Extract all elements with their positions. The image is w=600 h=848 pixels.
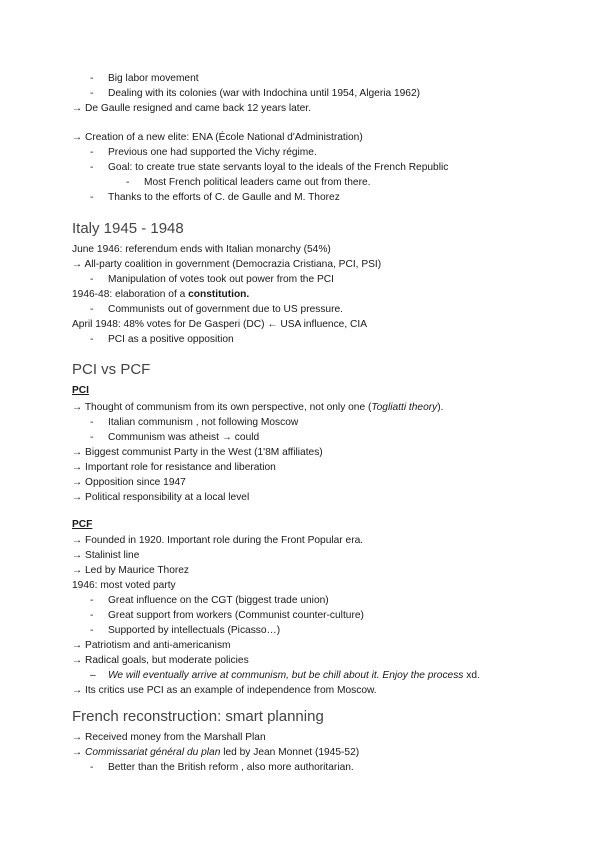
list-item bbox=[0, 608, 540, 623]
list-item bbox=[0, 668, 540, 683]
section-heading-reconstruction: French reconstruction: smart planning bbox=[72, 708, 324, 725]
section-heading-pci-vs-pcf: PCI vs PCF bbox=[72, 361, 151, 378]
list-item bbox=[0, 86, 540, 101]
text-line bbox=[0, 533, 540, 548]
line-text: → De Gaulle resigned and came back 12 years later. bbox=[72, 103, 311, 114]
line-text: 1946: most voted party bbox=[72, 580, 176, 591]
bullet-dash: - bbox=[90, 147, 94, 158]
line-text: → Received money from the Marshall Plan bbox=[72, 732, 266, 743]
line-text-part: ). bbox=[437, 402, 444, 413]
text-line bbox=[0, 548, 540, 563]
line-text-part: → Thought of communism from its own perspective, not only one ( bbox=[72, 402, 372, 413]
list-item bbox=[0, 272, 540, 287]
text-line bbox=[0, 317, 540, 332]
line-text: June 1946: referendum ends with Italian monarchy (54%) bbox=[72, 244, 331, 255]
text-line bbox=[0, 257, 540, 272]
line-text: → Stalinist line bbox=[72, 550, 140, 561]
text-line bbox=[0, 490, 540, 505]
line-text: → Led by Maurice Thorez bbox=[72, 565, 190, 576]
text-line bbox=[0, 578, 540, 593]
list-item-text: Better than the British reform , also more authoritarian. bbox=[108, 762, 354, 773]
subheading-pci bbox=[0, 383, 540, 398]
bullet-dash: - bbox=[90, 625, 94, 636]
text-line bbox=[0, 683, 540, 698]
list-item-text: Communism was atheist → could bbox=[108, 432, 260, 443]
list-item bbox=[0, 415, 540, 430]
bullet-dash: - bbox=[90, 162, 94, 173]
line-text: → Important role for resistance and liberation bbox=[72, 462, 276, 473]
text-line bbox=[0, 638, 540, 653]
line-text: → Patriotism and anti-americanism bbox=[72, 640, 231, 651]
line-text: → Biggest communist Party in the West (1'8M affiliates) bbox=[72, 447, 323, 458]
italic-term: Togliatti theory bbox=[371, 402, 438, 413]
line-text-part: led by Jean Monnet (1945-52) bbox=[220, 747, 360, 758]
italic-term: Commissariat général du plan bbox=[85, 747, 221, 758]
text-line bbox=[0, 460, 540, 475]
line-text bbox=[72, 400, 443, 415]
list-item-text: Big labor movement bbox=[108, 73, 199, 84]
list-item bbox=[0, 71, 540, 86]
bullet-dash: - bbox=[90, 762, 94, 773]
line-text: → Founded in 1920. Important role during the Front Popular era. bbox=[72, 535, 364, 546]
bullet-dash: - bbox=[90, 432, 94, 443]
line-text: → Its critics use PCI as an example of independence from Moscow. bbox=[72, 685, 377, 696]
subheading-text: PCF bbox=[72, 519, 93, 530]
list-item-text: Manipulation of votes took out power from the PCI bbox=[108, 274, 334, 285]
list-item-text: Dealing with its colonies (war with Indochina until 1954, Algeria 1962) bbox=[108, 88, 421, 99]
line-text: April 1948: 48% votes for De Gasperi (DC) ← USA influence, CIA bbox=[72, 319, 367, 330]
line-text: → Radical goals, but moderate policies bbox=[72, 655, 249, 666]
text-line bbox=[0, 653, 540, 668]
list-item bbox=[0, 302, 540, 317]
line-text-part: → bbox=[72, 747, 86, 758]
line-text-part: 1946-48: elaboration of a bbox=[72, 289, 189, 300]
list-item bbox=[0, 145, 540, 160]
list-item-text: Great influence on the CGT (biggest trade union) bbox=[108, 595, 329, 606]
list-item-text: Goal: to create true state servants loyal to the ideals of the French Republic bbox=[108, 162, 449, 173]
list-item-text: PCI as a positive opposition bbox=[108, 334, 234, 345]
line-text-part: xd. bbox=[463, 670, 480, 681]
line-text bbox=[72, 287, 249, 302]
bullet-endash: – bbox=[90, 670, 96, 681]
bullet-dash: - bbox=[90, 417, 94, 428]
list-item bbox=[0, 593, 540, 608]
text-line bbox=[0, 730, 540, 745]
subheading-pcf bbox=[0, 517, 540, 532]
list-item-text: Italian communism , not following Moscow bbox=[108, 417, 299, 428]
text-line bbox=[0, 287, 540, 302]
section-heading-italy: Italy 1945 - 1948 bbox=[72, 220, 184, 237]
text-line bbox=[0, 445, 540, 460]
list-item bbox=[0, 760, 540, 775]
list-item-text: Thanks to the efforts of C. de Gaulle and M. Thorez bbox=[108, 192, 340, 203]
text-line bbox=[0, 563, 540, 578]
list-item bbox=[0, 190, 540, 205]
text-line bbox=[0, 400, 540, 415]
bullet-dash: - bbox=[90, 88, 94, 99]
line-text: → Creation of a new elite: ENA (École National d'Administration) bbox=[72, 132, 363, 143]
bullet-dash: - bbox=[90, 334, 94, 345]
bullet-dash: - bbox=[90, 192, 94, 203]
bullet-dash: - bbox=[90, 274, 94, 285]
bullet-dash: - bbox=[90, 595, 94, 606]
list-item bbox=[0, 623, 540, 638]
bold-term: constitution. bbox=[188, 289, 250, 300]
text-line bbox=[0, 475, 540, 490]
italic-quote: We will eventually arrive at communism, but be chill about it. Enjoy the process bbox=[108, 670, 464, 681]
bullet-dash: - bbox=[90, 610, 94, 621]
line-text: → Political responsibility at a local level bbox=[72, 492, 250, 503]
list-item-text: Most French political leaders came out from there. bbox=[144, 177, 371, 188]
list-item-text: Great support from workers (Communist counter-culture) bbox=[108, 610, 364, 621]
list-item-text: Supported by intellectuals (Picasso…) bbox=[108, 625, 281, 636]
line-text bbox=[72, 745, 359, 760]
list-item-text: Previous one had supported the Vichy régime. bbox=[108, 147, 317, 158]
bullet-dash: - bbox=[90, 73, 94, 84]
text-line bbox=[0, 101, 540, 116]
bullet-dash: - bbox=[126, 177, 130, 188]
text-line bbox=[0, 745, 540, 760]
list-item-nested bbox=[0, 175, 540, 190]
list-item-text bbox=[108, 668, 480, 683]
line-text: → All-party coalition in government (Democrazia Cristiana, PCI, PSI) bbox=[72, 259, 382, 270]
list-item bbox=[0, 160, 540, 175]
text-line bbox=[0, 130, 540, 145]
list-item bbox=[0, 332, 540, 347]
subheading-text: PCI bbox=[72, 385, 89, 396]
bullet-dash: - bbox=[90, 304, 94, 315]
list-item bbox=[0, 430, 540, 445]
text-line bbox=[0, 242, 540, 257]
line-text: → Opposition since 1947 bbox=[72, 477, 186, 488]
list-item-text: Communists out of government due to US pressure. bbox=[108, 304, 343, 315]
